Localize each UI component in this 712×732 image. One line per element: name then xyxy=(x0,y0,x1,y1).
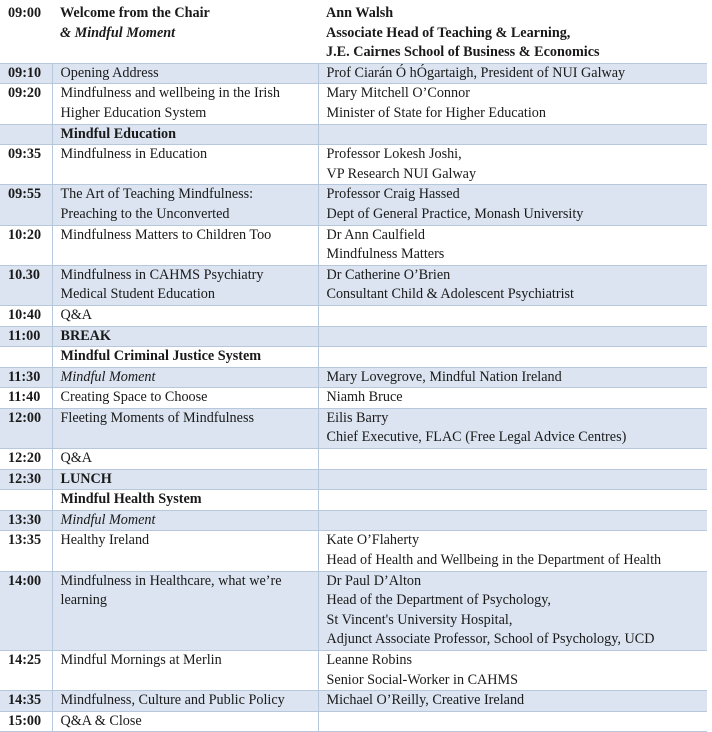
session-time: 09:35 xyxy=(0,145,52,185)
session-speaker xyxy=(318,305,707,326)
session-speaker-line: Minister of State for Higher Education xyxy=(326,104,546,121)
header-speaker xyxy=(318,0,707,63)
session-speaker xyxy=(318,265,707,305)
session-speaker xyxy=(318,347,707,368)
session-title xyxy=(52,63,318,84)
session-title-line: Mindfulness in CAHMS Psychiatry xyxy=(60,266,264,283)
session-time: 14:00 xyxy=(0,571,52,650)
header-speaker-line: Ann Walsh xyxy=(326,5,394,21)
session-speaker xyxy=(318,711,707,732)
session-speaker-line: Head of Health and Wellbeing in the Department of Health xyxy=(326,552,662,569)
session-time: 13:35 xyxy=(0,531,52,571)
session-speaker xyxy=(318,326,707,347)
session-title-line: LUNCH xyxy=(60,470,112,487)
session-speaker-line: Niamh Bruce xyxy=(326,389,403,406)
session-title-line: Mindful Health System xyxy=(60,491,202,508)
session-speaker xyxy=(318,531,707,571)
session-title-line: Creating Space to Choose xyxy=(60,389,208,406)
session-speaker-line: Chief Executive, FLAC (Free Legal Advice Centres) xyxy=(326,429,627,446)
agenda-row xyxy=(0,84,707,124)
session-title xyxy=(52,326,318,347)
session-title-line: Q&A xyxy=(60,450,93,467)
agenda-row xyxy=(0,185,707,225)
session-speaker-line: Dept of General Practice, Monash University xyxy=(326,205,584,222)
session-title xyxy=(52,571,318,650)
session-title-line: Healthy Ireland xyxy=(60,532,150,549)
session-speaker-line: Leanne Robins xyxy=(326,652,412,668)
agenda-row xyxy=(0,449,707,470)
session-time: 10:40 xyxy=(0,305,52,326)
session-speaker xyxy=(318,124,707,145)
session-speaker xyxy=(318,185,707,225)
session-speaker-line: Dr Paul D’Alton xyxy=(326,572,422,589)
session-time xyxy=(0,124,52,145)
session-time xyxy=(0,490,52,511)
session-title-line: Fleeting Moments of Mindfulness xyxy=(60,409,254,426)
session-speaker xyxy=(318,388,707,409)
session-speaker xyxy=(318,63,707,84)
agenda-row xyxy=(0,305,707,326)
agenda-row xyxy=(0,469,707,490)
session-speaker xyxy=(318,145,707,185)
session-title xyxy=(52,347,318,368)
agenda-row xyxy=(0,571,707,650)
session-time: 09:20 xyxy=(0,84,52,124)
session-time: 11:00 xyxy=(0,326,52,347)
session-speaker-line: Head of the Department of Psychology, xyxy=(326,592,551,609)
session-title xyxy=(52,651,318,691)
session-speaker xyxy=(318,490,707,511)
session-title-line: Mindfulness, Culture and Public Policy xyxy=(60,692,285,709)
session-speaker-line: Mary Mitchell O’Connor xyxy=(326,85,470,102)
session-title-line: Mindful Moment xyxy=(60,511,156,528)
session-title xyxy=(52,388,318,409)
session-time: 11:30 xyxy=(0,367,52,388)
session-title xyxy=(52,510,318,531)
session-time: 10.30 xyxy=(0,265,52,305)
session-speaker-line: Prof Ciarán Ó hÓgartaigh, President of NUI Galway xyxy=(326,64,626,81)
session-title xyxy=(52,490,318,511)
session-time: 14:35 xyxy=(0,691,52,712)
session-title-line: Mindfulness and wellbeing in the Irish xyxy=(60,85,280,102)
agenda-row xyxy=(0,145,707,185)
session-speaker-line: Michael O’Reilly, Creative Ireland xyxy=(326,692,525,709)
session-speaker-line: Professor Craig Hassed xyxy=(326,186,460,203)
session-title-line: Preaching to the Unconverted xyxy=(60,205,230,222)
session-time: 14:25 xyxy=(0,651,52,691)
session-speaker-line: Senior Social-Worker in CAHMS xyxy=(326,671,519,688)
session-title-line: Mindful Education xyxy=(60,125,177,142)
session-speaker-line: Kate O’Flaherty xyxy=(326,532,420,549)
session-time: 15:00 xyxy=(0,711,52,732)
agenda-row xyxy=(0,124,707,145)
session-title xyxy=(52,449,318,470)
session-speaker-line: St Vincent's University Hospital, xyxy=(326,611,513,628)
session-speaker-line: Mindfulness Matters xyxy=(326,246,445,263)
session-title-line: Mindful Criminal Justice System xyxy=(60,348,262,365)
session-speaker xyxy=(318,510,707,531)
session-time: 09:55 xyxy=(0,185,52,225)
agenda-row xyxy=(0,326,707,347)
session-title-line: Mindfulness in Education xyxy=(60,146,208,163)
session-title xyxy=(52,691,318,712)
session-title xyxy=(52,225,318,265)
session-title-line: Q&A xyxy=(60,306,93,323)
session-title xyxy=(52,84,318,124)
session-title-line: Mindful Mornings at Merlin xyxy=(60,652,222,668)
header-time: 09:00 xyxy=(8,5,42,21)
session-title xyxy=(52,469,318,490)
session-speaker-line: Mary Lovegrove, Mindful Nation Ireland xyxy=(326,368,562,385)
session-time: 12:20 xyxy=(0,449,52,470)
header-title-line: & Mindful Moment xyxy=(60,24,176,41)
session-title xyxy=(52,145,318,185)
header-title-line: Welcome from the Chair xyxy=(60,5,210,21)
session-title-line: Mindful Moment xyxy=(60,368,156,385)
session-time: 10:20 xyxy=(0,225,52,265)
agenda-row xyxy=(0,651,707,691)
session-title xyxy=(52,531,318,571)
agenda-row xyxy=(0,531,707,571)
session-speaker xyxy=(318,651,707,691)
agenda-row xyxy=(0,510,707,531)
agenda-row xyxy=(0,691,707,712)
session-time: 12:00 xyxy=(0,408,52,448)
agenda-row xyxy=(0,367,707,388)
agenda-row xyxy=(0,265,707,305)
session-title-line: BREAK xyxy=(60,327,111,344)
session-speaker-line: Professor Lokesh Joshi, xyxy=(326,146,462,163)
session-time: 12:30 xyxy=(0,469,52,490)
session-title-line: Mindfulness Matters to Children Too xyxy=(60,226,272,243)
session-speaker-line: Eilis Barry xyxy=(326,409,389,426)
session-title-line: learning xyxy=(60,592,107,609)
session-time: 13:30 xyxy=(0,510,52,531)
session-speaker-line: VP Research NUI Galway xyxy=(326,165,477,182)
agenda-row xyxy=(0,347,707,368)
session-title-line: Mindfulness in Healthcare, what we’re xyxy=(60,572,282,589)
session-speaker-line: Adjunct Associate Professor, School of Psychology, UCD xyxy=(326,631,655,648)
session-speaker xyxy=(318,225,707,265)
session-title xyxy=(52,408,318,448)
agenda-row xyxy=(0,490,707,511)
session-speaker xyxy=(318,408,707,448)
session-time: 11:40 xyxy=(0,388,52,409)
agenda-row xyxy=(0,63,707,84)
session-title xyxy=(52,367,318,388)
agenda-row xyxy=(0,225,707,265)
session-title xyxy=(52,305,318,326)
session-title-line: Medical Student Education xyxy=(60,286,215,303)
session-speaker xyxy=(318,367,707,388)
header-title xyxy=(52,0,318,63)
session-title xyxy=(52,711,318,732)
session-title xyxy=(52,185,318,225)
session-title-line: The Art of Teaching Mindfulness: xyxy=(60,186,254,203)
session-title xyxy=(52,265,318,305)
session-time xyxy=(0,347,52,368)
session-speaker-line: Consultant Child & Adolescent Psychiatrist xyxy=(326,286,574,303)
session-time: 09:10 xyxy=(0,63,52,84)
header-row xyxy=(0,0,707,63)
session-speaker xyxy=(318,449,707,470)
session-speaker xyxy=(318,691,707,712)
session-title-line: Q&A & Close xyxy=(60,712,142,729)
session-speaker-line: Dr Ann Caulfield xyxy=(326,226,426,243)
agenda-row xyxy=(0,388,707,409)
agenda-row xyxy=(0,408,707,448)
session-speaker xyxy=(318,571,707,650)
header-speaker-line: Associate Head of Teaching & Learning, xyxy=(326,24,571,41)
session-speaker-line: Dr Catherine O’Brien xyxy=(326,266,451,283)
session-title-line: Opening Address xyxy=(60,64,159,81)
session-speaker xyxy=(318,469,707,490)
session-title-line: Higher Education System xyxy=(60,104,207,121)
session-title xyxy=(52,124,318,145)
session-speaker xyxy=(318,84,707,124)
agenda-row xyxy=(0,711,707,732)
header-speaker-line: J.E. Cairnes School of Business & Economics xyxy=(326,44,600,61)
